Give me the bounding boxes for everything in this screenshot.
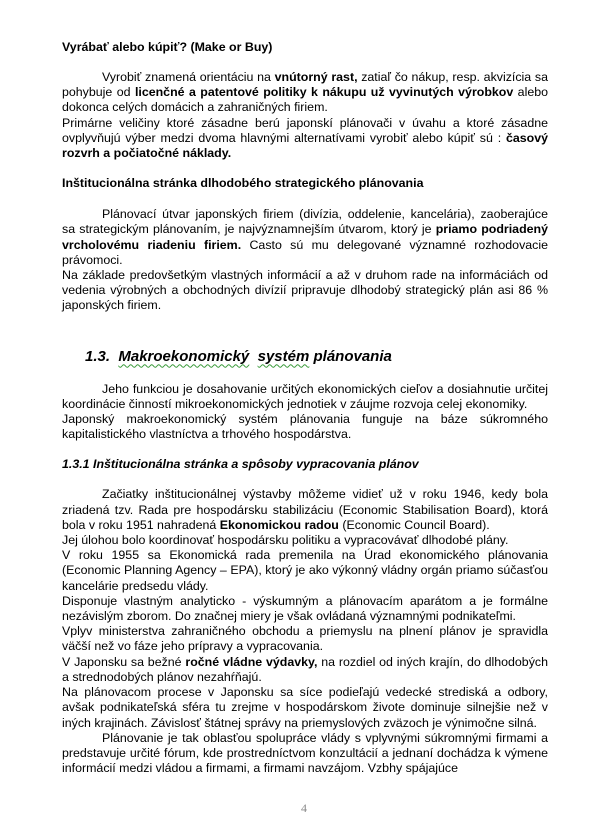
section-heading-institutional: Inštitucionálna stránka dlhodobého strategického plánovania bbox=[62, 176, 424, 191]
paragraph bbox=[62, 594, 548, 624]
paragraph bbox=[62, 533, 548, 548]
document-page bbox=[62, 0, 548, 776]
paragraph bbox=[62, 268, 548, 314]
text-run: Začiatky inštitucionálnej výstavby môžeme vidieť už v roku 1946, kedy bola zriadená tzv. Rada pre hospodársku stabilizáciu (Economic Stabilisation Board), ktorá bola v roku 1951 nahradená bbox=[62, 487, 548, 532]
text-run: Jej úlohou bolo koordinovať hospodársku politiku a vypracovávať dlhodobé plány. bbox=[62, 533, 509, 548]
text-run: Plánovací útvar japonských firiem (divízia, oddelenie, kancelária), zaoberajúce sa strategickým plánovaním, je najvýznamnejším útvarom, ktorý je bbox=[62, 207, 548, 237]
emphasis-text: licenčné a patentové politiky k nákupu už vyvinutých výrobkov bbox=[134, 85, 514, 100]
paragraph bbox=[62, 548, 548, 594]
text-run: Disponuje vlastným analyticko - výskumným a plánovacím aparátom a je formálne nezávislým zborom. Do značnej miery je však ovládaná významnými podnikateľmi. bbox=[62, 593, 548, 624]
paragraph bbox=[62, 116, 548, 162]
paragraph bbox=[62, 412, 548, 442]
text-run: Vyrobiť znamená orientáciu na bbox=[102, 70, 275, 84]
paragraph bbox=[62, 624, 548, 654]
text-run: Japonský makroekonomický systém plánovania funguje na báze súkromného kapitalistického vlastníctva a trhového hospodárstva. bbox=[62, 412, 548, 442]
text-run: Primárne veličiny ktoré zásadne berú japonskí plánovači v úvahu a ktoré zásadne ovplyvňujú výber medzi dvoma hlavnými alternatívami vyrobiť alebo kúpiť sú : bbox=[62, 115, 548, 145]
text-run: V roku 1955 sa Ekonomická rada premenila na Úrad ekonomického plánovania (Economic Planning Agency – EPA), ktorý je ako výkonný vládny orgán priamo súčasťou kancelárie predsedu vlády. bbox=[62, 548, 548, 593]
chapter-title-word: plánovania bbox=[313, 347, 392, 365]
paragraph bbox=[62, 685, 548, 731]
emphasis-text: priamo podriadený vrcholovému riadeniu firiem. bbox=[62, 222, 548, 252]
text-run: Na základe predovšetkým vlastných informácií a až v druhom rade na informáciách od vedenia výrobných a obchodných divízií pripravuje dlhodobý strategický plán asi 86 % japonských firiem. bbox=[62, 268, 548, 313]
section-heading-make-or-buy: Vyrábať alebo kúpiť? (Make or Buy) bbox=[62, 40, 273, 54]
paragraph bbox=[62, 731, 548, 777]
text-run: (Economic Council Board). bbox=[338, 517, 490, 532]
paragraph bbox=[62, 70, 548, 116]
paragraph bbox=[62, 207, 548, 268]
text-run: Vplyv ministerstva zahraničného obchodu a priemyslu na plnení plánov je spravidla väčší než vo fáze jeho prípravy a vypracovania. bbox=[62, 624, 548, 654]
text-run: na rozdiel od iných krajín, do dlhodobých a strednodobých plánov nezahŕňajú. bbox=[62, 654, 548, 684]
text-run: Plánovanie je tak oblasťou spolupráce vlády s vplyvnými súkromnými firmami a predstavuje určité fórum, kde prostredníctvom konzultácií a jednaní dochádza k výmene informácií medzi vládou a firmami, a firmami navzájom. Vzbhy spájajúce bbox=[62, 730, 548, 776]
emphasis-text: Ekonomickou radou bbox=[219, 517, 339, 532]
emphasis-text: vnútorný rast, bbox=[274, 70, 358, 84]
paragraph bbox=[62, 487, 548, 533]
subsection-heading: 1.3.1 Inštitucionálna stránka a spôsoby vypracovania plánov bbox=[62, 457, 419, 472]
paragraph bbox=[62, 382, 548, 412]
emphasis-text: ročné vládne výdavky, bbox=[185, 654, 318, 669]
text-run: Jeho funkciou je dosahovanie určitých ekonomických cieľov a dosiahnutie určitej koordinácie činností mikroekonomických jednotiek v záujme rozvoja celej ekonomiky. bbox=[62, 381, 548, 411]
text-run: Casto sú mu delegované významné rozhodovacie právomoci. bbox=[62, 237, 549, 267]
paragraph bbox=[62, 655, 548, 685]
page-number: 4 bbox=[301, 801, 307, 815]
text-run: alebo dokonca celých domácich a zahraničných firiem. bbox=[62, 85, 548, 115]
chapter-heading bbox=[62, 348, 548, 366]
text-run: Na plánovacom procese v Japonsku sa síce podieľajú vedecké strediská a odbory, avšak podnikateľská sféra tu zrejme v hospodárskom živote dominuje silnejšie než v iných krajinách. Závislosť štátnej správy na priemyslových zväzoch je výnimočne silná. bbox=[62, 685, 548, 730]
chapter-title-word: systém bbox=[257, 347, 310, 365]
text-run: zatiaľ čo nákup, resp. akvizícia sa pohybuje od bbox=[62, 70, 548, 100]
chapter-title-word: Makroekonomický bbox=[118, 347, 250, 365]
chapter-number: 1.3. bbox=[85, 347, 111, 365]
emphasis-text: časový rozvrh a počiatočné náklady. bbox=[62, 130, 548, 161]
text-run: V Japonsku sa bežné bbox=[62, 654, 186, 669]
